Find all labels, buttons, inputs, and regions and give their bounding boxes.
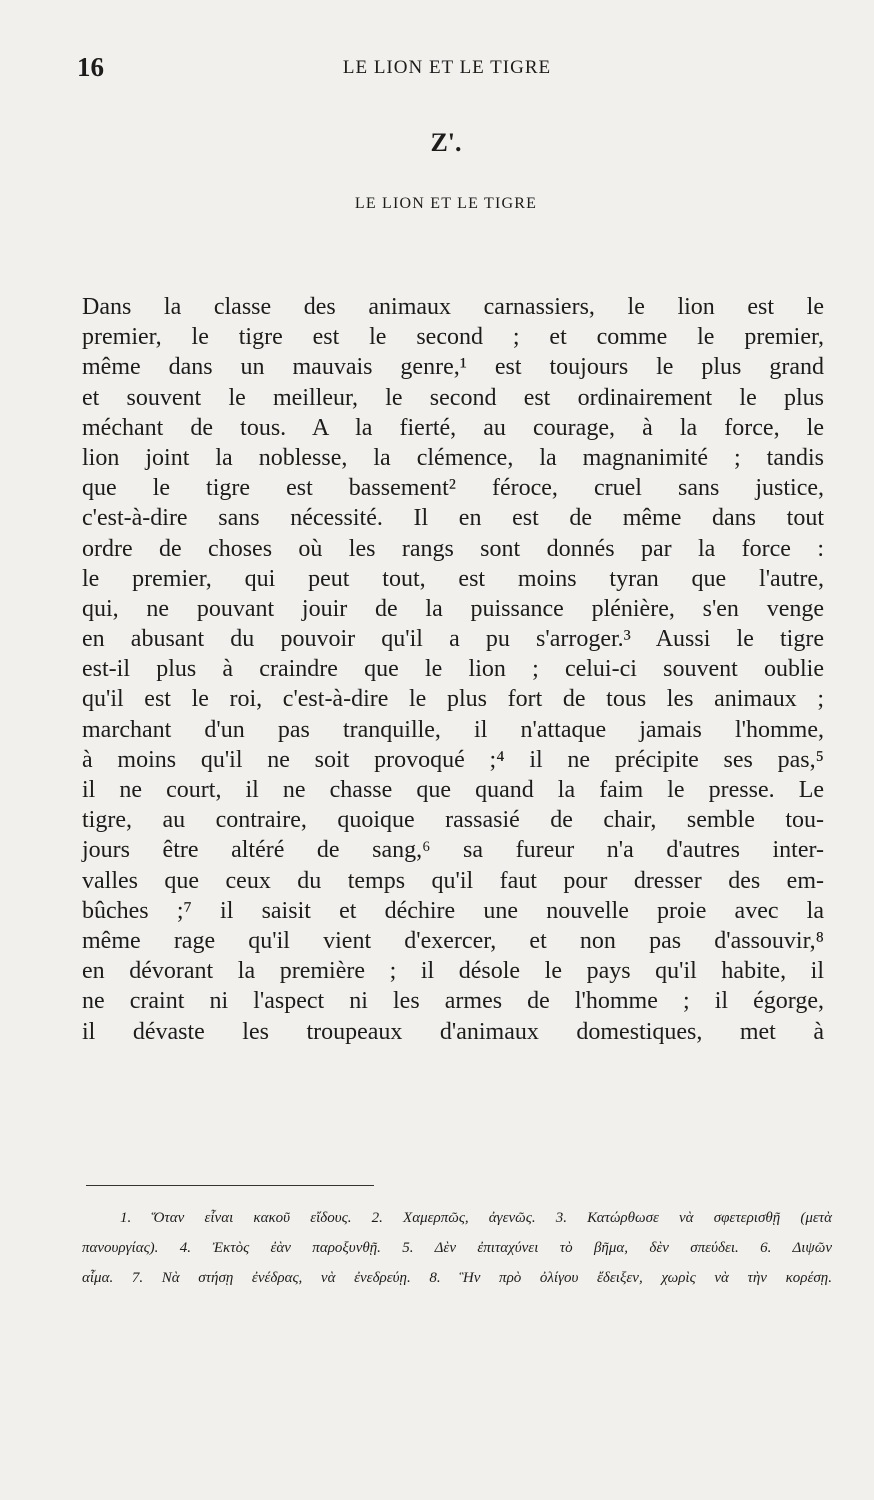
text-line: en abusant du pouvoir qu'il a pu s'arroger.³ Aussi le tigre	[82, 626, 824, 653]
text-line: est-il plus à craindre que le lion ; celui-ci souvent oublie	[82, 656, 824, 683]
page-number: 16	[77, 52, 104, 82]
text-line: ne craint ni l'aspect ni les armes de l'homme ; il égorge,	[82, 988, 824, 1015]
text-line: même rage qu'il vient d'exercer, et non pas d'assouvir,⁸	[82, 927, 824, 954]
text-line: il ne court, il ne chasse que quand la faim le presse. Le	[82, 777, 824, 803]
text-line: marchant d'un pas tranquille, il n'attaque jamais l'homme,	[82, 716, 824, 743]
chapter-numeral: Z'.	[430, 128, 462, 157]
footnote-line: 1. Ὅταν εἶναι κακοῦ εἴδους. 2. Χαμερπῶς, ἀγενῶς. 3. Κατώρθωσε νὰ σφετερισθῇ (μετὰ	[120, 1210, 832, 1226]
text-line: tigre, au contraire, quoique rassasié de chair, semble tou-	[82, 807, 824, 834]
text-line: il dévaste les troupeaux d'animaux domestiques, met à	[82, 1018, 824, 1045]
text-line: à moins qu'il ne soit provoqué ;⁴ il ne précipite ses pas,⁵	[82, 746, 824, 773]
footnote-line: πανουργίας). 4. Ἐκτὸς ἐὰν παροξυνθῇ. 5. Δὲν ἐπιταχύνει τὸ βῆμα, δὲν σπεύδει. 6. Διψῶν	[82, 1240, 832, 1256]
text-line: qu'il est le roi, c'est-à-dire le plus fort de tous les animaux ;	[82, 686, 824, 713]
body-text	[82, 292, 824, 1047]
text-line: premier, le tigre est le second ; et comme le premier,	[82, 324, 824, 351]
text-line: qui, ne pouvant jouir de la puissance plénière, s'en venge	[82, 595, 824, 622]
footnote-line: αἷμα. 7. Νὰ στήσῃ ἐνέδρας, νὰ ἐνεδρεύῃ. 8. Ἣν πρὸ ὀλίγου ἔδειξεν, χωρὶς νὰ τὴν κορέσῃ.	[82, 1270, 832, 1286]
text-line: en dévorant la première ; il désole le pays qu'il habite, il	[82, 958, 824, 985]
text-line: lion joint la noblesse, la clémence, la magnanimité ; tandis	[82, 444, 824, 471]
text-line: et souvent le meilleur, le second est ordinairement le plus	[82, 384, 824, 411]
text-line: valles que ceux du temps qu'il faut pour dresser des em-	[82, 867, 824, 894]
text-line: bûches ;⁷ il saisit et déchire une nouvelle proie avec la	[82, 897, 824, 924]
text-line: le premier, qui peut tout, est moins tyran que l'autre,	[82, 565, 824, 592]
chapter-title: LE LION ET LE TIGRE	[354, 195, 538, 212]
footnote-rule	[86, 1185, 374, 1186]
text-line: ordre de choses où les rangs sont donnés par la force :	[82, 535, 824, 562]
running-head: LE LION ET LE TIGRE	[342, 57, 552, 78]
text-line: méchant de tous. A la fierté, au courage, à la force, le	[82, 414, 824, 441]
text-line: Dans la classe des animaux carnassiers, le lion est le	[82, 294, 824, 320]
text-line: que le tigre est bassement² féroce, cruel sans justice,	[82, 475, 824, 502]
text-line: jours être altéré de sang,⁶ sa fureur n'a d'autres inter-	[82, 837, 824, 864]
text-line: c'est-à-dire sans nécessité. Il en est de même dans tout	[82, 505, 824, 532]
footnotes	[82, 1203, 832, 1293]
text-line: même dans un mauvais genre,¹ est toujours le plus grand	[82, 354, 824, 381]
